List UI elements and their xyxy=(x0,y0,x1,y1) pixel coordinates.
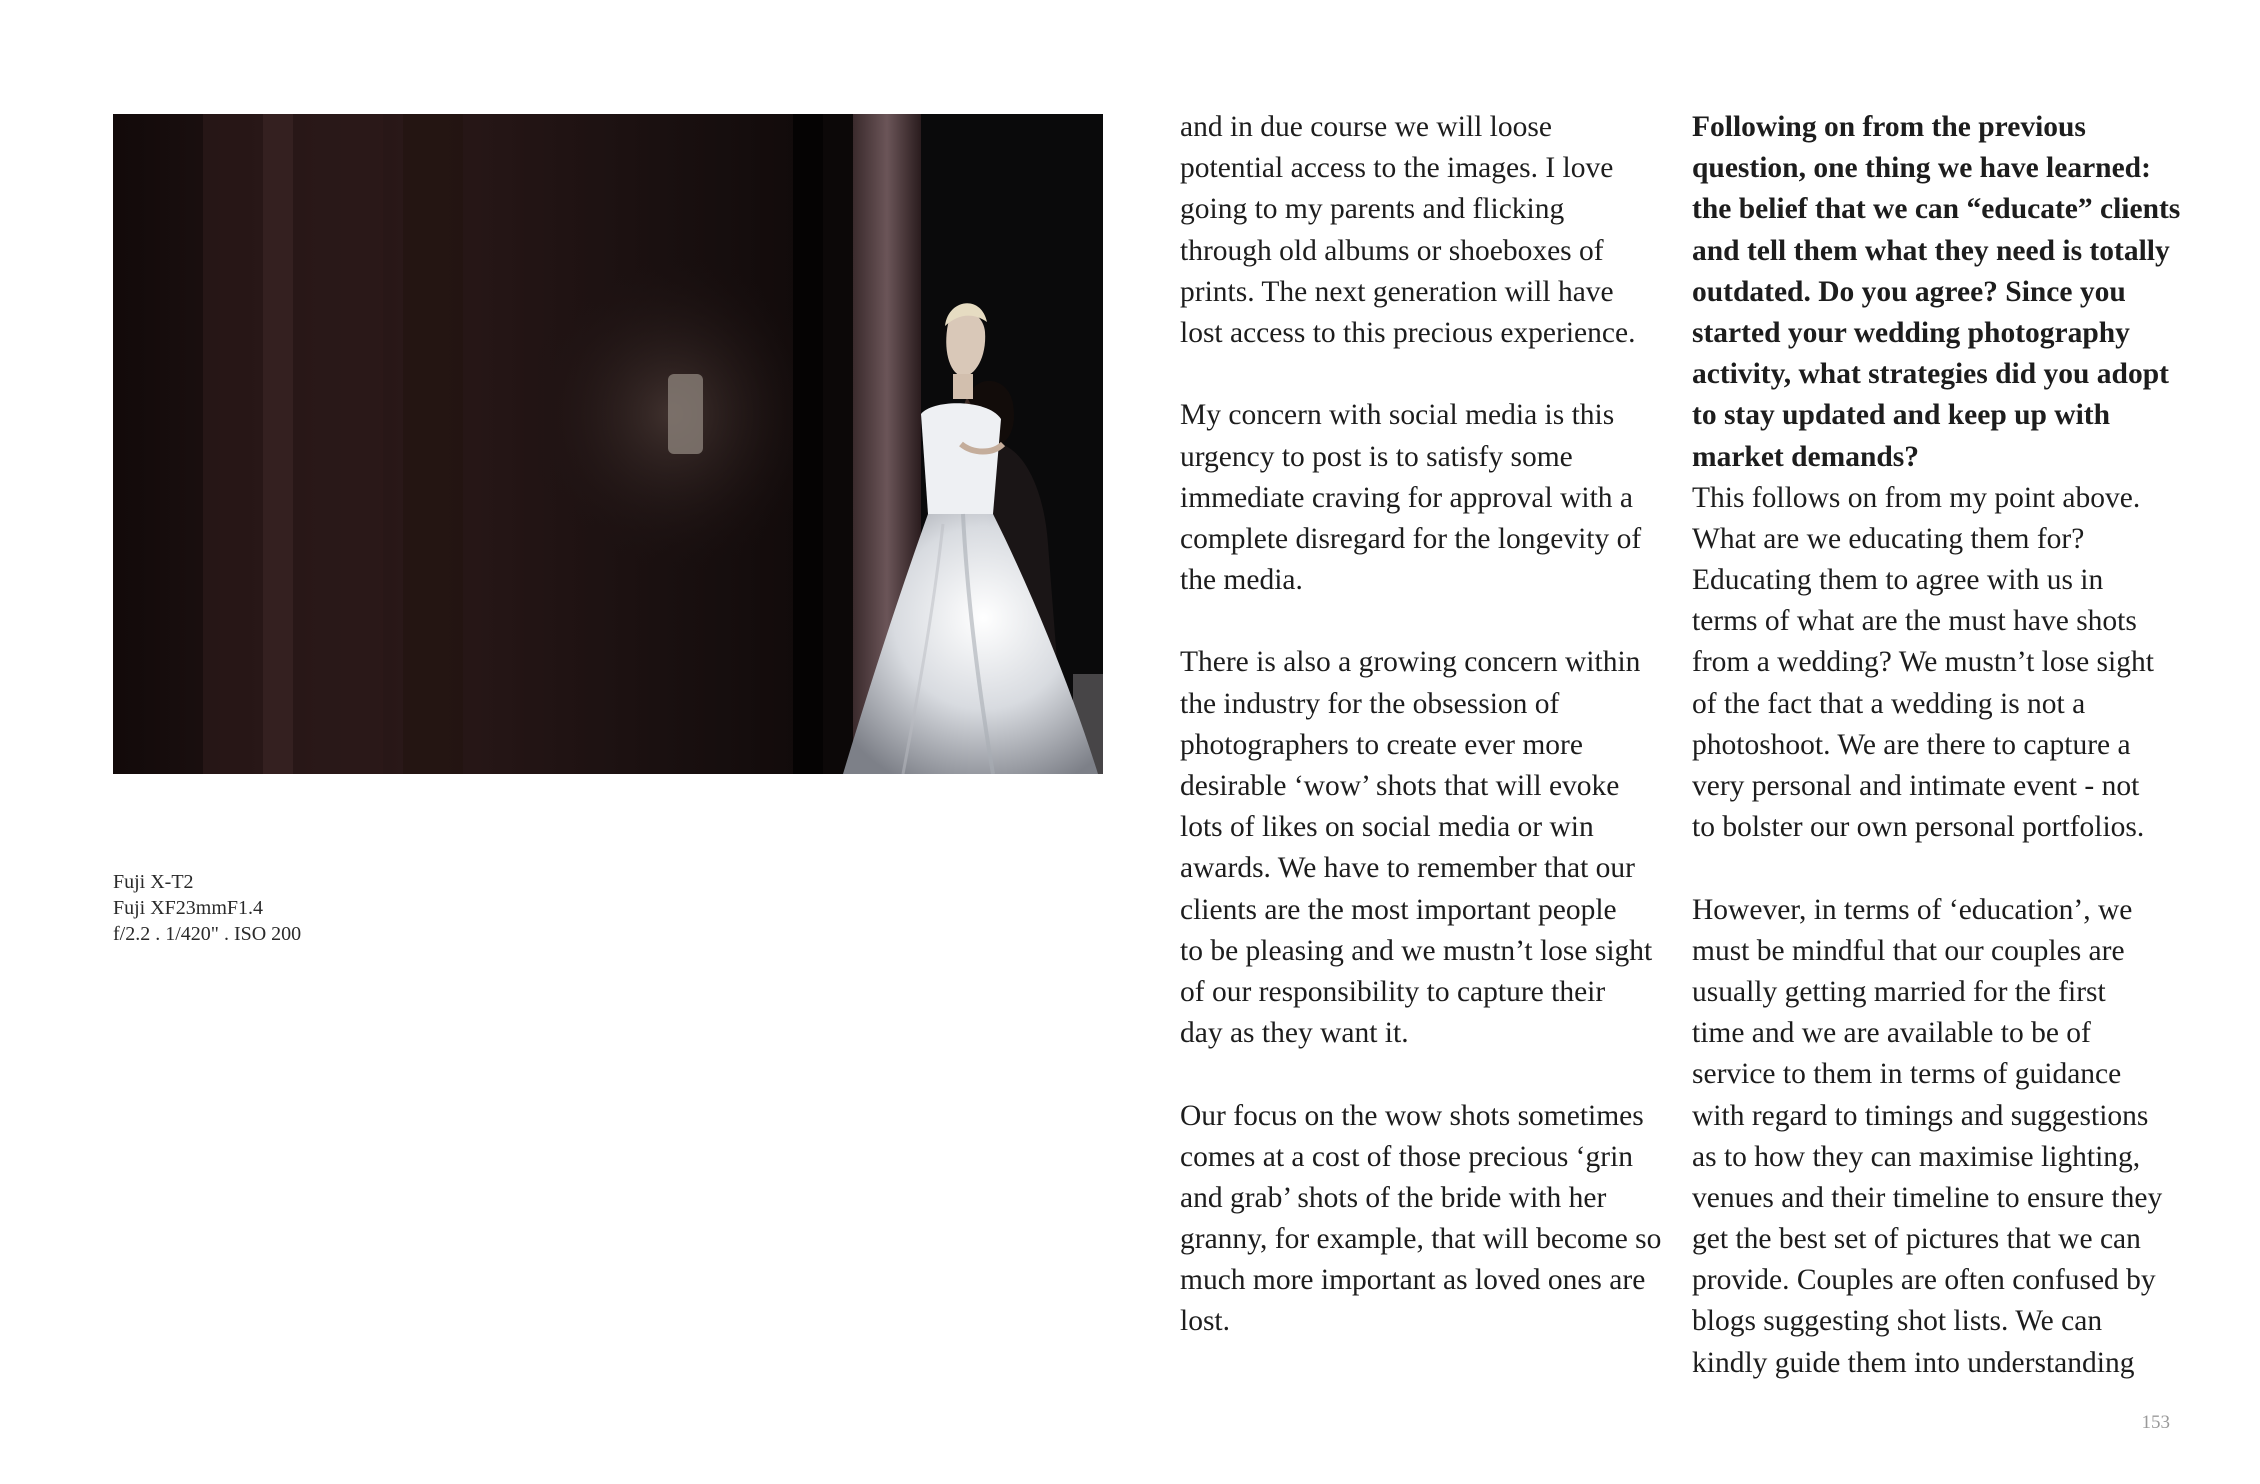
text-line: through old albums or shoeboxes of xyxy=(1180,234,1604,267)
question-line: Following on from the previous xyxy=(1692,111,2086,143)
text-line: and grab’ shots of the bride with her xyxy=(1180,1181,1607,1214)
text-line: to bolster our own personal portfolios. xyxy=(1692,811,2145,844)
paragraph-social-media xyxy=(1180,395,1670,601)
paragraph-gap xyxy=(1180,601,1670,642)
text-line: potential access to the images. I love xyxy=(1180,152,1614,185)
text-line: This follows on from my point above. xyxy=(1692,481,2141,514)
text-line: get the best set of pictures that we can xyxy=(1692,1223,2141,1256)
question-line: market demands? xyxy=(1692,440,1919,473)
paragraph-gap xyxy=(1180,1054,1670,1095)
question-line: activity, what strategies did you adopt xyxy=(1692,358,2169,391)
paragraph-grin-and-grab xyxy=(1180,1096,1670,1343)
text-line: from a wedding? We mustn’t lose sight xyxy=(1692,646,2154,679)
text-line: the media. xyxy=(1180,564,1303,597)
text-line: of our responsibility to capture their xyxy=(1180,975,1606,1008)
text-line: complete disregard for the longevity of xyxy=(1180,522,1642,555)
text-line: kindly guide them into understanding xyxy=(1692,1346,2135,1379)
question-line: started your wedding photography xyxy=(1692,316,2130,349)
text-column-left xyxy=(1180,107,1670,1343)
text-line: What are we educating them for? xyxy=(1692,522,2085,555)
question-line: and tell them what they need is totally xyxy=(1692,234,2170,267)
text-line: clients are the most important people xyxy=(1180,893,1617,926)
paragraph-educating xyxy=(1692,478,2192,849)
text-line: the industry for the obsession of xyxy=(1180,687,1560,720)
text-line: venues and their timeline to ensure they xyxy=(1692,1181,2163,1214)
text-line: photographers to create ever more xyxy=(1180,728,1583,761)
question-line: to stay updated and keep up with xyxy=(1692,399,2111,432)
text-line: service to them in terms of guidance xyxy=(1692,1058,2122,1091)
text-line: going to my parents and flicking xyxy=(1180,193,1565,226)
text-line: Educating them to agree with us in xyxy=(1692,564,2104,597)
text-line: day as they want it. xyxy=(1180,1017,1409,1050)
text-line: provide. Couples are often confused by xyxy=(1692,1264,2156,1297)
text-line: lost access to this precious experience. xyxy=(1180,316,1636,349)
caption-camera: Fuji X-T2 xyxy=(113,871,194,893)
text-line: immediate craving for approval with a xyxy=(1180,481,1633,514)
text-line: of the fact that a wedding is not a xyxy=(1692,687,2086,720)
paragraph-gap xyxy=(1692,848,2192,889)
bride-portrait-image xyxy=(113,114,1103,774)
paragraph-wow-shots xyxy=(1180,642,1670,1054)
text-line: blogs suggesting shot lists. We can xyxy=(1692,1305,2103,1338)
text-line: with regard to timings and suggestions xyxy=(1692,1099,2149,1132)
paragraph-education-guidance xyxy=(1692,890,2192,1384)
text-line: However, in terms of ‘education’, we xyxy=(1692,893,2133,926)
text-line: lost. xyxy=(1180,1305,1230,1338)
text-line: as to how they can maximise lighting, xyxy=(1692,1140,2141,1173)
text-line: My concern with social media is this xyxy=(1180,399,1615,432)
text-line: There is also a growing concern within xyxy=(1180,646,1641,679)
text-line: time and we are available to be of xyxy=(1692,1017,2091,1050)
wedding-photo xyxy=(113,114,1103,774)
text-line: and in due course we will loose xyxy=(1180,111,1552,143)
text-line: very personal and intimate event - not xyxy=(1692,770,2140,802)
text-line: prints. The next generation will have xyxy=(1180,275,1614,308)
question-line: outdated. Do you agree? Since you xyxy=(1692,275,2126,308)
text-line: desirable ‘wow’ shots that will evoke xyxy=(1180,770,1620,802)
caption-settings: f/2.2 . 1/420" . ISO 200 xyxy=(113,923,302,945)
text-line: urgency to post is to satisfy some xyxy=(1180,440,1573,473)
paragraph-gap xyxy=(1180,354,1670,395)
interview-question xyxy=(1692,107,2192,478)
text-line: comes at a cost of those precious ‘grin xyxy=(1180,1140,1634,1173)
question-line: question, one thing we have learned: xyxy=(1692,152,2151,185)
text-column-right xyxy=(1692,107,2192,1384)
paragraph-images-access xyxy=(1180,107,1670,354)
photo-caption xyxy=(113,869,513,947)
text-line: lots of likes on social media or win xyxy=(1180,811,1594,844)
caption-lens: Fuji XF23mmF1.4 xyxy=(113,897,264,919)
text-line: Our focus on the wow shots sometimes xyxy=(1180,1099,1644,1132)
page-number: 153 xyxy=(2141,1412,2170,1433)
text-line: to be pleasing and we mustn’t lose sight xyxy=(1180,934,1653,967)
text-line: must be mindful that our couples are xyxy=(1692,934,2125,967)
text-line: terms of what are the must have shots xyxy=(1692,605,2137,638)
text-line: photoshoot. We are there to capture a xyxy=(1692,728,2131,761)
question-line: the belief that we can “educate” clients xyxy=(1692,193,2181,226)
text-line: awards. We have to remember that our xyxy=(1180,852,1635,885)
text-line: granny, for example, that will become so xyxy=(1180,1223,1662,1256)
text-line: much more important as loved ones are xyxy=(1180,1264,1646,1297)
text-line: usually getting married for the first xyxy=(1692,975,2106,1008)
